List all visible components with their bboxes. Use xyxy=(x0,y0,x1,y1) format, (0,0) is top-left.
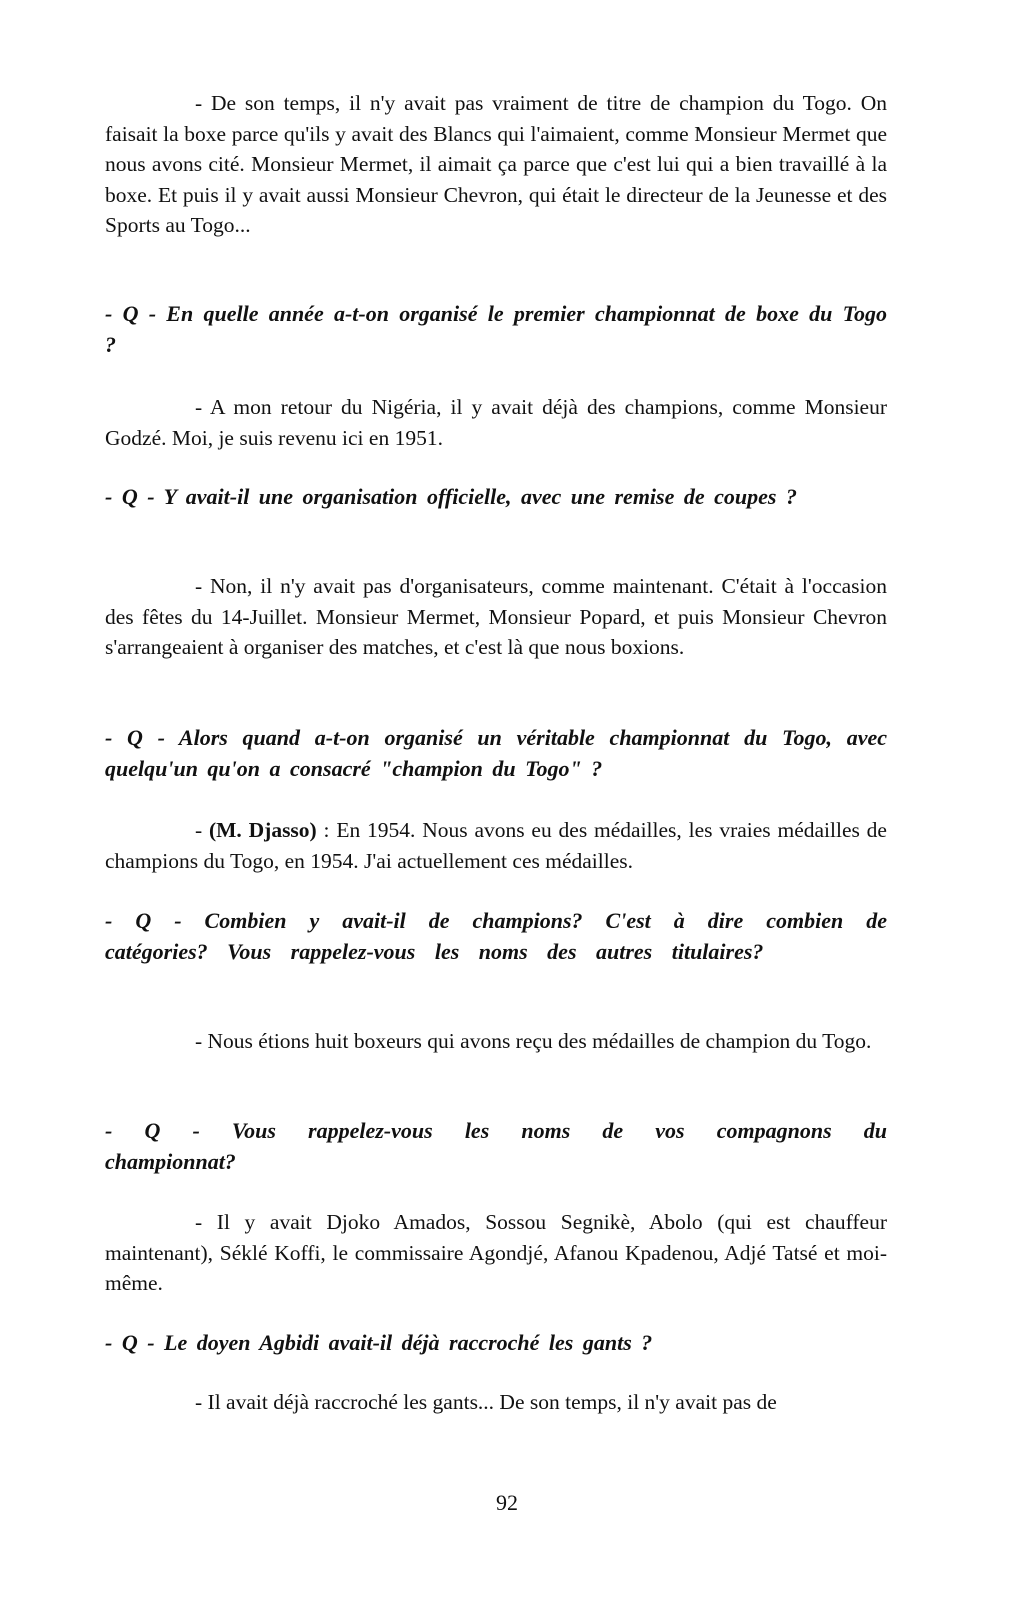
answer-paragraph: - Nous étions huit boxeurs qui avons reçu des médailles de champion du Togo. xyxy=(195,1029,872,1053)
page-number: 92 xyxy=(496,1490,518,1515)
answer-paragraph: - Il avait déjà raccroché les gants... De son temps, il n'y avait pas de xyxy=(195,1390,777,1414)
answer-text: : En 1954. Nous avons eu des médailles, les vraies médailles de champions du Togo, en 1954. J'ai actuellement ces médailles. xyxy=(105,818,887,873)
question-paragraph: - Q - Le doyen Agbidi avait-il déjà raccroché les gants ? xyxy=(105,1330,653,1355)
answer-prefix: - xyxy=(195,818,209,842)
question-paragraph: - Q - Vous rappelez-vous les noms de vos compagnons du championnat? xyxy=(105,1118,887,1174)
speaker-name: (M. Djasso) xyxy=(208,818,317,842)
answer-paragraph: - Il y avait Djoko Amados, Sossou Segnikè, Abolo (qui est chauffeur maintenant), Séklé Koffi, le commissaire Agondjé, Afanou Kpadenou, Adjé Tatsé et moi-même. xyxy=(105,1210,887,1295)
question-paragraph: - Q - Combien y avait-il de champions? C'est à dire combien de catégories? Vous rappelez-vous les noms des autres titulaires? xyxy=(105,908,887,964)
answer-paragraph: - Non, il n'y avait pas d'organisateurs, comme maintenant. C'était à l'occasion des fêtes du 14-Juillet. Monsieur Mermet, Monsieur Popard, et puis Monsieur Chevron s'arrangeaient à organiser des matches, et c'est là que nous boxions. xyxy=(105,574,887,659)
question-paragraph: - Q - Y avait-il une organisation officielle, avec une remise de coupes ? xyxy=(105,484,797,509)
answer-paragraph xyxy=(105,815,887,876)
answer-paragraph: - De son temps, il n'y avait pas vraiment de titre de champion du Togo. On faisait la boxe parce qu'ils y avait des Blancs qui l'aimaient, comme Monsieur Mermet que nous avons cité. Monsieur Mermet, il aimait ça parce que c'est lui qui a bien travaillé à la boxe. Et puis il y avait aussi Monsieur Chevron, qui était le directeur de la Jeunesse et des Sports au Togo... xyxy=(105,91,887,237)
answer-paragraph: - A mon retour du Nigéria, il y avait déjà des champions, comme Monsieur Godzé. Moi, je suis revenu ici en 1951. xyxy=(105,395,887,450)
question-paragraph: - Q - Alors quand a-t-on organisé un véritable championnat du Togo, avec quelqu'un qu'on a consacré "champion du Togo" ? xyxy=(105,725,887,781)
question-paragraph: - Q - En quelle année a-t-on organisé le premier championnat de boxe du Togo ? xyxy=(105,301,887,357)
